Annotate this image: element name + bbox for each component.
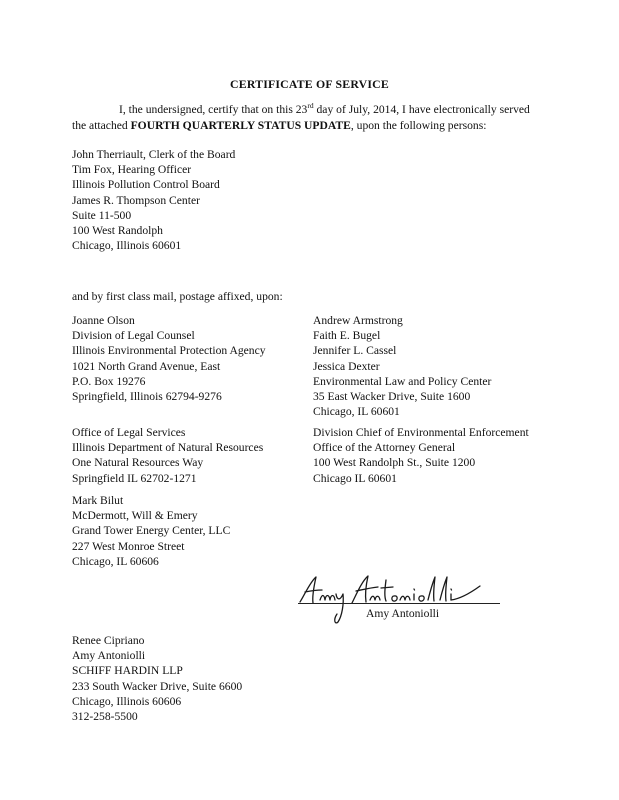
address-line: Illinois Department of Natural Resources [72,441,264,455]
address-line: Grand Tower Energy Center, LLC [72,524,231,538]
served-document-name: FOURTH QUARTERLY STATUS UPDATE [130,119,351,132]
intro-part3: the attached [72,119,131,132]
address-line: 227 West Monroe Street [72,539,185,553]
address-line: 1021 North Grand Avenue, East [72,359,221,373]
address-line: Office of Legal Services [72,426,186,439]
address-line: Mark Bilut [72,494,124,507]
mail-recipient-epa [72,313,266,404]
address-line: Chicago, IL 60606 [72,554,159,568]
address-line: Renee Cipriano [72,634,145,647]
address-line: Office of the Attorney General [313,441,456,455]
intro-part1: I, the undersigned, certify that on this 23 [119,103,308,116]
mail-recipient-mcdermott [72,493,230,569]
address-line: McDermott, Will & Emery [72,509,198,523]
address-line: Chicago IL 60601 [313,471,397,485]
address-line: P.O. Box 19276 [72,374,146,388]
address-line: Jennifer L. Cassel [313,344,397,358]
intro-ordinal: rd [307,101,314,111]
address-line: Chicago, Illinois 60606 [72,694,182,708]
address-line: Jessica Dexter [313,359,380,373]
address-line: 100 West Randolph St., Suite 1200 [313,456,476,470]
electronic-recipient-block [72,147,235,253]
intro-part2: day of July, 2014, I have electronically served [313,103,530,116]
address-line: James R. Thompson Center [72,193,200,207]
address-line: Illinois Pollution Control Board [72,178,220,192]
sender-block [72,633,242,724]
mail-recipient-dnr [72,425,263,486]
address-line: Illinois Environmental Protection Agency [72,344,266,358]
address-line: Chicago, IL 60601 [313,405,400,419]
mail-recipient-elpc [313,313,491,419]
address-line: Division of Legal Counsel [72,329,195,343]
address-line: 233 South Wacker Drive, Suite 6600 [72,679,243,693]
address-line: Amy Antoniolli [72,649,146,663]
address-line: Faith E. Bugel [313,329,381,343]
address-line: Springfield, Illinois 62794-9276 [72,390,222,404]
signer-printed-name: Amy Antoniolli [366,607,440,620]
address-line: Suite 11-500 [72,208,132,222]
address-line: 35 East Wacker Drive, Suite 1600 [313,390,471,404]
certification-paragraph [72,102,552,134]
address-line: One Natural Resources Way [72,456,204,470]
address-line: 312-258-5500 [72,710,138,724]
mail-intro: and by first class mail, postage affixed, upon: [72,290,283,303]
intro-part4: , upon the following persons: [350,119,487,132]
mail-recipient-attorney-general [313,425,529,486]
address-line: Chicago, Illinois 60601 [72,239,182,253]
signature-line [298,603,500,604]
document-title: CERTIFICATE OF SERVICE [230,77,389,91]
address-line: 100 West Randolph [72,224,163,238]
address-line: John Therriault, Clerk of the Board [72,148,236,161]
address-line: Springfield IL 62702-1271 [72,471,197,485]
address-line: Andrew Armstrong [313,314,403,327]
address-line: Environmental Law and Policy Center [313,374,492,388]
address-line: Division Chief of Environmental Enforcement [313,426,529,439]
address-line: Joanne Olson [72,314,135,327]
address-line: SCHIFF HARDIN LLP [72,664,183,678]
address-line: Tim Fox, Hearing Officer [72,163,192,177]
